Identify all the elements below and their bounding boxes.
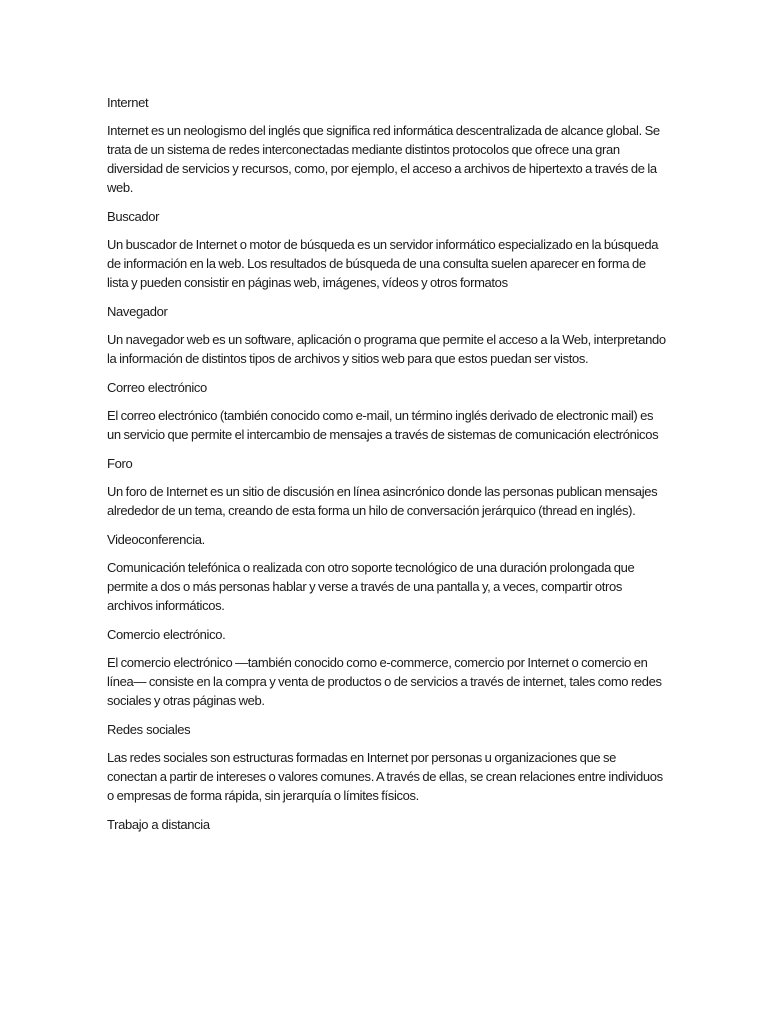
section-redes-sociales bbox=[107, 720, 667, 805]
section-body: Un buscador de Internet o motor de búsqueda es un servidor informático especializado en la búsqueda de información en la web. Los resultados de búsqueda de una consulta suelen aparecer en forma de lista y pueden consistir en páginas web, imágenes, vídeos y otros formatos bbox=[107, 237, 659, 290]
section-body: El correo electrónico (también conocido como e-mail, un término inglés derivado de electronic mail) es un servicio que permite el intercambio de mensajes a través de sistemas de comunicación electrónicos bbox=[107, 408, 659, 442]
section-body: Un foro de Internet es un sitio de discusión en línea asincrónico donde las personas publican mensajes alrededor de un tema, creando de esta forma un hilo de conversación jerárquico (thread en inglés). bbox=[107, 484, 658, 518]
section-heading: Redes sociales bbox=[107, 722, 191, 737]
section-buscador bbox=[107, 207, 667, 292]
section-body: Un navegador web es un software, aplicación o programa que permite el acceso a la Web, interpretando la información de distintos tipos de archivos y sitios web para que estos puedan ser vistos. bbox=[107, 332, 666, 366]
document-page bbox=[107, 93, 667, 843]
section-heading: Foro bbox=[107, 456, 133, 471]
section-heading: Trabajo a distancia bbox=[107, 817, 210, 832]
section-heading: Buscador bbox=[107, 209, 160, 224]
section-internet bbox=[107, 93, 667, 197]
section-heading: Internet bbox=[107, 95, 149, 110]
section-heading: Navegador bbox=[107, 304, 168, 319]
section-heading: Correo electrónico bbox=[107, 380, 207, 395]
section-trabajo-a-distancia bbox=[107, 815, 667, 834]
section-body: Comunicación telefónica o realizada con otro soporte tecnológico de una duración prolongada que permite a dos o más personas hablar y verse a través de una pantalla y, a veces, compartir otros archivos informáticos. bbox=[107, 560, 635, 613]
section-body: El comercio electrónico —también conocido como e-commerce, comercio por Internet o comercio en línea— consiste en la compra y venta de productos o de servicios a través de internet, tales como redes sociales y otras páginas web. bbox=[107, 655, 662, 708]
section-navegador bbox=[107, 302, 667, 368]
section-heading: Comercio electrónico. bbox=[107, 627, 226, 642]
section-correo-electronico bbox=[107, 378, 667, 444]
section-foro bbox=[107, 454, 667, 520]
section-body: Internet es un neologismo del inglés que significa red informática descentralizada de alcance global. Se trata de un sistema de redes interconectadas mediante distintos protocolos que ofrece una gran diversidad de servicios y recursos, como, por ejemplo, el acceso a archivos de hipertexto a través de la web. bbox=[107, 123, 660, 195]
section-heading: Videoconferencia. bbox=[107, 532, 205, 547]
section-videoconferencia bbox=[107, 530, 667, 615]
section-comercio-electronico bbox=[107, 625, 667, 710]
section-body: Las redes sociales son estructuras formadas en Internet por personas u organizaciones que se conectan a partir de intereses o valores comunes. A través de ellas, se crean relaciones entre individuos o empresas de forma rápida, sin jerarquía o límites físicos. bbox=[107, 750, 663, 803]
